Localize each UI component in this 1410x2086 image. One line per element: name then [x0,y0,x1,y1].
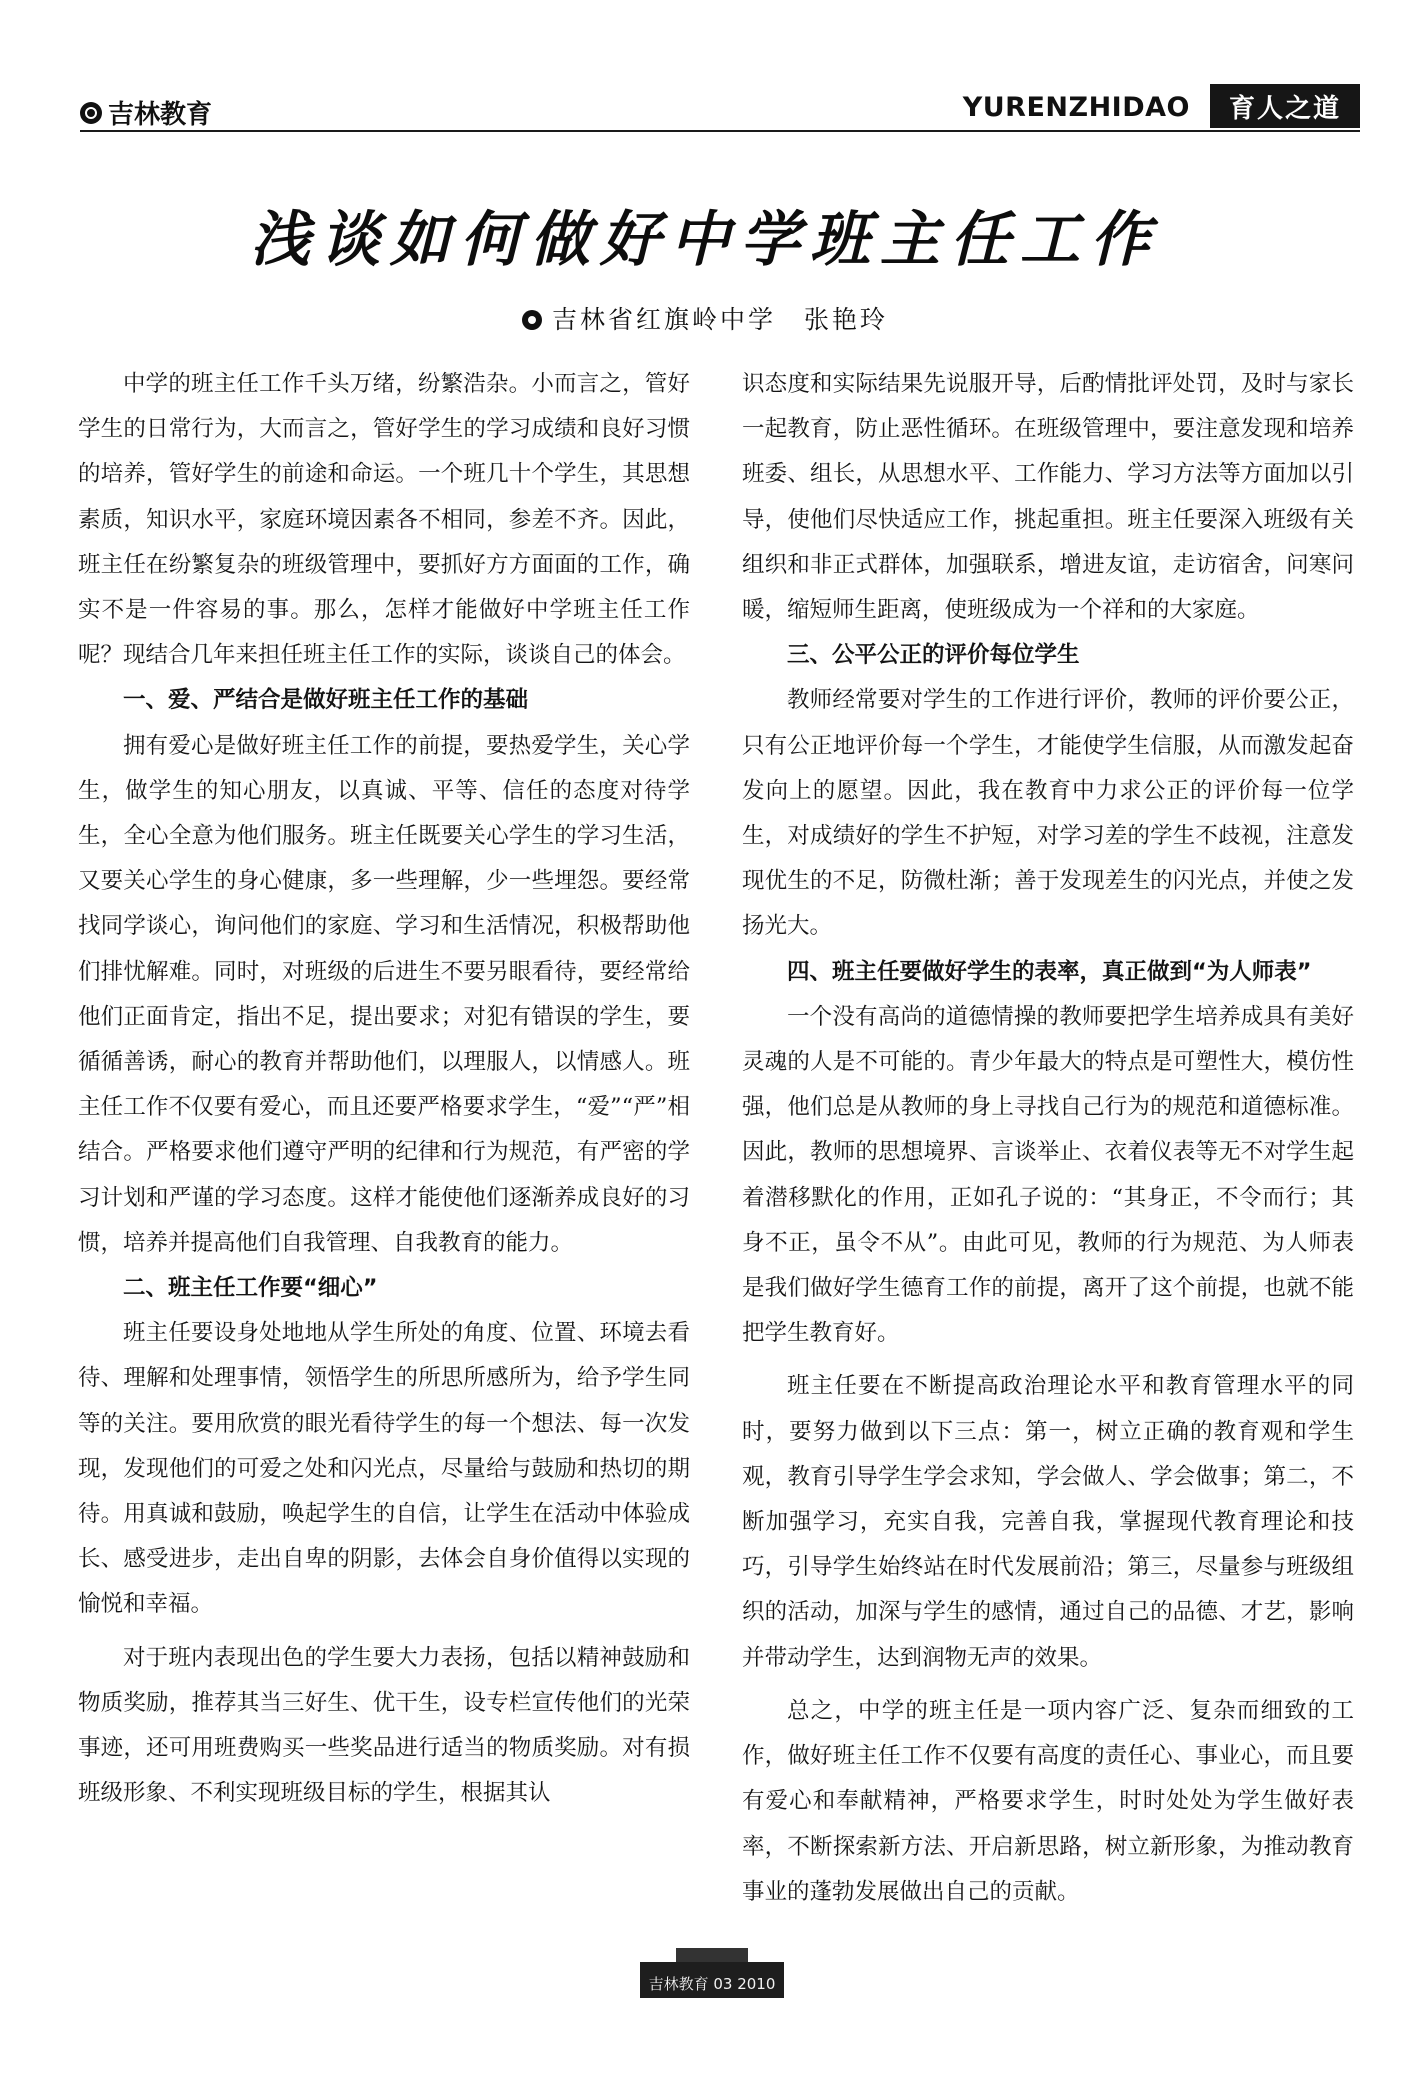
paragraph: 识态度和实际结果先说服开导，后酌情批评处罚，及时与家长一起教育，防止恶性循环。在班级管理中，要注意发现和培养班委、组长，从思想水平、工作能力、学习方法等方面加以引导，使他们尽快适应工作，挑起重担。班主任要深入班级有关组织和非正式群体，加强联系，增进友谊，走访宿舍，问寒问暖，缩短师生距离，使班级成为一个祥和的大家庭。 [742,371,1354,624]
paragraph: 班主任要设身处地地从学生所处的角度、位置、环境去看待、理解和处理事情，领悟学生的所思所感所为，给予学生同等的关注。要用欣赏的眼光看待学生的每一个想法、每一次发现，发现他们的可爱之处和闪光点，尽量给与鼓励和热切的期待。用真诚和鼓励，唤起学生的自信，让学生在活动中体验成长、感受进步，走出自卑的阴影，去体会自身价值得以实现的愉悦和幸福。 [78,1320,690,1618]
paragraph-gap [742,1356,1354,1364]
flower-icon [522,310,542,330]
column-name-english: YURENZHIDAO [962,92,1190,123]
emblem-icon [80,102,102,124]
journal-name [80,94,212,131]
journal-name-text: 吉林教育 [108,100,213,130]
paragraph: 班主任要在不断提高政治理论水平和教育管理水平的同时，要努力做到以下三点：第一，树立正确的教育观和学生观，教育引导学生学会求知，学会做人、学会做事；第二，不断加强学习，充实自我，完善自我，掌握现代教育理论和技巧，引导学生始终站在时代发展前沿；第三，尽量参与班级组织的活动，加深与学生的感情，通过自己的品德、才艺，影响并带动学生，达到润物无声的效果。 [742,1373,1354,1671]
section-heading: 四、班主任要做好学生的表率，真正做到“为人师表” [787,958,1312,985]
paragraph: 教师经常要对学生的工作进行评价，教师的评价要公正，只有公正地评价每一个学生，才能使学生信服，从而激发起奋发向上的愿望。因此，我在教育中力求公正的评价每一位学生，对成绩好的学生不护短，对学习差的学生不歧视，注意发现优生的不足，防微杜渐；善于发现差生的闪光点，并使之发扬光大。 [742,687,1354,940]
paragraph: 总之，中学的班主任是一项内容广泛、复杂而细致的工作，做好班主任工作不仅要有高度的责任心、事业心，而且要有爱心和奉献精神，严格要求学生，时时处处为学生做好表率，不断探索新方法、开启新思路，树立新形象，为推动教育事业的蓬勃发展做出自己的贡献。 [742,1697,1354,1905]
paragraph: 对于班内表现出色的学生要大力表扬，包括以精神鼓励和物质奖励，推荐其当三好生、优干生，设专栏宣传他们的光荣事迹，还可用班费购买一些奖品进行适当的物质奖励。对有损班级形象、不利实现班级目标的学生，根据其认 [78,1644,690,1807]
author-affiliation: 吉林省红旗岭中学 [551,305,776,334]
section-heading: 一、爱、严结合是做好班主任工作的基础 [123,687,529,714]
paragraph: 拥有爱心是做好班主任工作的前提，要热爱学生，关心学生，做学生的知心朋友，以真诚、平等、信任的态度对待学生，全心全意为他们服务。班主任既要关心学生的学习生活，又要关心学生的身心健康，多一些理解，少一些埋怨。要经常找同学谈心，询问他们的家庭、学习和生活情况，积极帮助他们排忧解难。同时，对班级的后进生不要另眼看待，要经常给他们正面肯定，指出不足，提出要求；对犯有错误的学生，要循循善诱，耐心的教育并帮助他们，以理服人，以情感人。班主任工作不仅要有爱心，而且还要严格要求学生，“爱”“严”相结合。严格要求他们遵守严明的纪律和行为规范，有严密的学习计划和严谨的学习态度。这样才能使他们逐渐养成良好的习惯，培养并提高他们自我管理、自我教育的能力。 [78,732,690,1256]
paragraph-gap [742,1681,1354,1689]
paragraph-gap [78,1628,690,1636]
right-column [742,362,1354,1915]
byline [0,300,1410,336]
article-title: 浅谈如何做好中学班主任工作 [250,205,1160,275]
page-header [80,88,1360,132]
section-heading: 三、公平公正的评价每位学生 [787,642,1080,669]
author-name: 张艳玲 [804,305,889,334]
section-heading: 二、班主任工作要“细心” [123,1275,378,1302]
paragraph: 一个没有高尚的道德情操的教师要把学生培养成具有美好灵魂的人是不可能的。青少年最大的特点是可塑性大，模仿性强，他们总是从教师的身上寻找自己行为的规范和道德标准。因此，教师的思想境界、言谈举止、衣着仪表等无不对学生起着潜移默化的作用，正如孔子说的：“其身正，不令而行；其身不正，虽令不从”。由此可见，教师的行为规范、为人师表是我们做好学生德育工作的前提，离开了这个前提，也就不能把学生教育好。 [742,1003,1354,1347]
page-footer: 吉林教育 03 2010 [640,1962,784,1998]
left-column [78,362,690,1817]
column-name-badge: 育人之道 [1210,84,1360,128]
paragraph: 中学的班主任工作千头万绪，纷繁浩杂。小而言之，管好学生的日常行为，大而言之，管好学生的学习成绩和良好习惯的培养，管好学生的前途和命运。一个班几十个学生，其思想素质，知识水平，家庭环境因素各不相同，参差不齐。因此，班主任在纷繁复杂的班级管理中，要抓好方方面面的工作，确实不是一件容易的事。那么，怎样才能做好中学班主任工作呢？现结合几年来担任班主任工作的实际，谈谈自己的体会。 [78,371,690,669]
